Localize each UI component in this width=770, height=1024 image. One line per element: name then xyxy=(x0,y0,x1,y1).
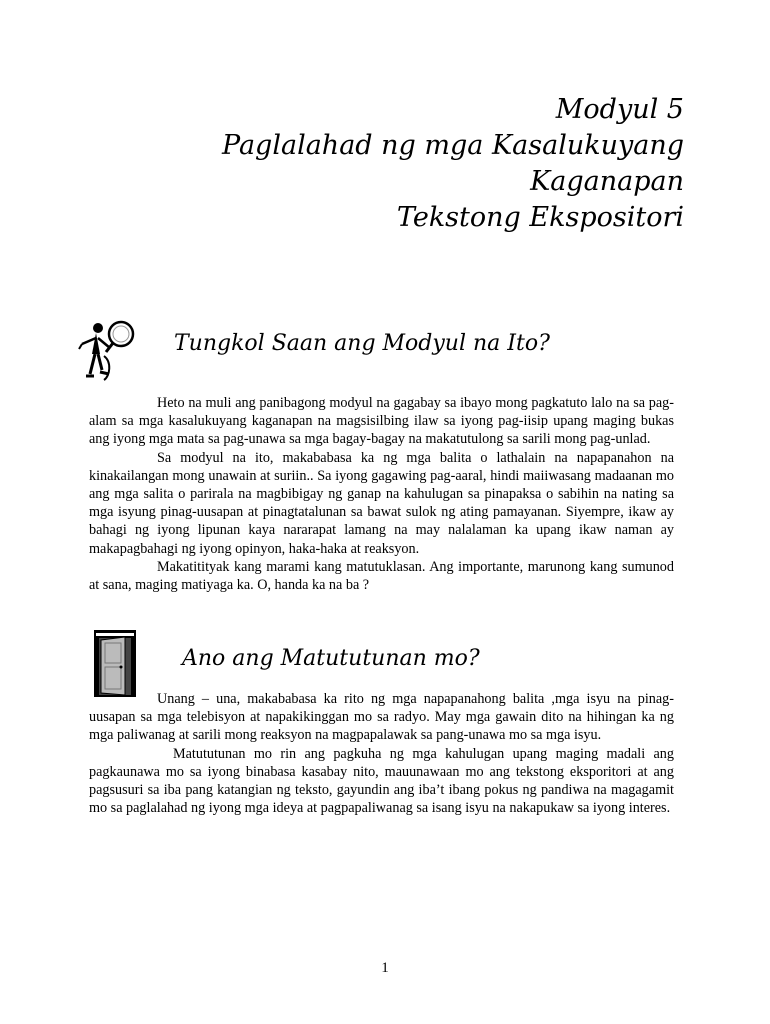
module-title-line-2: Kaganapan xyxy=(530,166,684,197)
module-number: Modyul 5 xyxy=(555,94,684,125)
magnifying-glass-figure-icon xyxy=(76,318,142,384)
module-subtitle: Tekstong Ekspositori xyxy=(396,202,684,233)
module-title-line-1: Paglalahad ng mga Kasalukuyang xyxy=(222,130,684,161)
section-heading-learning: Ano ang Matututunan mo? xyxy=(182,646,480,671)
page-number: 1 xyxy=(381,960,389,976)
paragraph: Heto na muli ang panibagong modyul na gagabay sa ibayo mong pagkatuto lalo na sa pag-alam sa mga kasalukuyang kaganapan na magsisilbing ilaw sa iyong pag-iisip upang maging bukas ang iyong mga mata sa pag-unawa sa mga bagay-bagay na makatutulong sa sarili mong pag-unlad. xyxy=(89,395,674,448)
paragraph: Sa modyul na ito, makababasa ka ng mga balita o lathalain na napapanahon na kinakailangan mong unawain at suriin.. Sa iyong gagawing pag-aaral, hindi maiiwasang madaanan mo ang mga salita o parirala na magbibigay ng ganap na kahulugan sa pinapaksa o sabihin na nating sa mga isyung pinag-uusapan at pinagtatalunan sa bawat sulok ng ating pamayanan. Siyempre, ikaw ay bahagi ng iyong lipunan kaya nararapat lamang na may nalalaman ka upang ikaw naman ay makapagbahagi ng iyong opinyon, haka-haka at reaksyon. xyxy=(89,449,674,557)
door-icon xyxy=(93,629,137,698)
paragraph: Makatitityak kang marami kang matutuklasan. Ang importante, marunong kang sumunod at sana, maging matiyaga ka. O, handa ka na ba ? xyxy=(89,558,674,594)
section-about-body xyxy=(89,394,674,594)
paragraph: Matututunan mo rin ang pagkuha ng mga kahulugan upang maging madali ang pagkaunawa mo sa iyong binabasa kasabay nito, mauunawaan mo ang tekstong eksporitori at ang pagsusuri sa iba pang katangian ng teksto, gayundin ang iba’t ibang pokus ng pandiwa na magagamit mo sa paglalahad ng iyong mga ideya at pagpapaliwanag sa isang isyu na nakapukaw sa iyong interes. xyxy=(89,745,674,817)
section-learning-body xyxy=(89,690,674,817)
paragraph: Unang – una, makababasa ka rito ng mga napapanahong balita ,mga isyu na pinag-uusapan sa mga telebisyon at napakikinggan mo sa radyo. May mga gawain dito na hihingan ka ng mga paliwanag at sarili mong reaksyon na magpapalawak sa pang-unawa mo sa mga isyu. xyxy=(89,691,674,744)
section-heading-about: Tungkol Saan ang Modyul na Ito? xyxy=(174,331,550,356)
module-title xyxy=(124,92,684,236)
